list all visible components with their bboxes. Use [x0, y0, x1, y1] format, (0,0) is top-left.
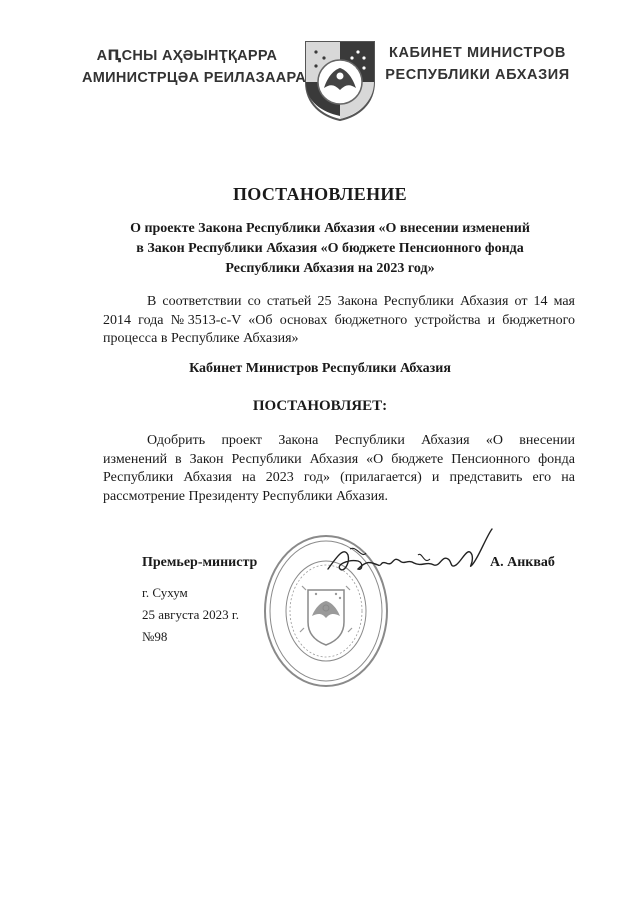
decision-line-1: Одобрить проект Закона Республики Абхазия «О внесении	[147, 433, 575, 448]
issuer-line: Кабинет Министров Республики Абхазия	[189, 361, 451, 376]
header-right-line-1: КАБИНЕТ МИНИСТРОВ	[389, 45, 566, 61]
header-right-line-2: РЕСПУБЛИКИ АБХАЗИЯ	[385, 67, 570, 83]
header-left-title	[82, 45, 307, 89]
header-right-title	[385, 42, 570, 86]
resolves-heading: ПОСТАНОВЛЯЕТ:	[252, 398, 388, 414]
decision-line-4: рассмотрение Президенту Республики Абхазия.	[103, 488, 389, 504]
handwritten-signature-icon	[322, 525, 497, 585]
subject-line-1: О проекте Закона Республики Абхазия «О внесении изменений	[130, 221, 530, 236]
state-emblem-icon	[302, 38, 378, 122]
decision-paragraph	[103, 432, 575, 506]
subject-line-2: в Закон Республики Абхазия «О бюджете Пенсионного фонда	[136, 241, 524, 256]
document-number: №98	[142, 629, 168, 644]
subject-line-3: Республики Абхазия на 2023 год»	[225, 261, 435, 276]
document-subject	[80, 219, 580, 279]
signatory-name: А. Анкваб	[490, 555, 555, 570]
decision-line-3: Республики Абхазия на 2023 год» (прилагается) и представить его на	[103, 470, 575, 485]
document-date: 25 августа 2023 г.	[142, 607, 239, 622]
document-title: ПОСТАНОВЛЕНИЕ	[233, 184, 407, 204]
preamble-paragraph	[103, 293, 575, 349]
preamble-line-2: 2014 года №3513-с-V «Об основах бюджетного устройства и бюджетного	[103, 312, 575, 328]
preamble-line-3: процесса в Республике Абхазия»	[103, 331, 299, 346]
signatory-position: Премьер-министр	[142, 555, 258, 570]
document-city: г. Сухум	[142, 585, 188, 600]
header-left-line-2: АМИНИСТРЦӘА РЕИЛАЗААРА	[82, 70, 307, 86]
decision-line-2: изменений в Закон Республики Абхазия «О бюджете Пенсионного фонда	[103, 451, 575, 467]
header-left-line-1: АԤСНЫ АҲӘЫНҬҚАРРА	[96, 48, 278, 64]
preamble-line-1: В соответствии со статьей 25 Закона Республики Абхазия от 14 мая	[147, 294, 575, 309]
